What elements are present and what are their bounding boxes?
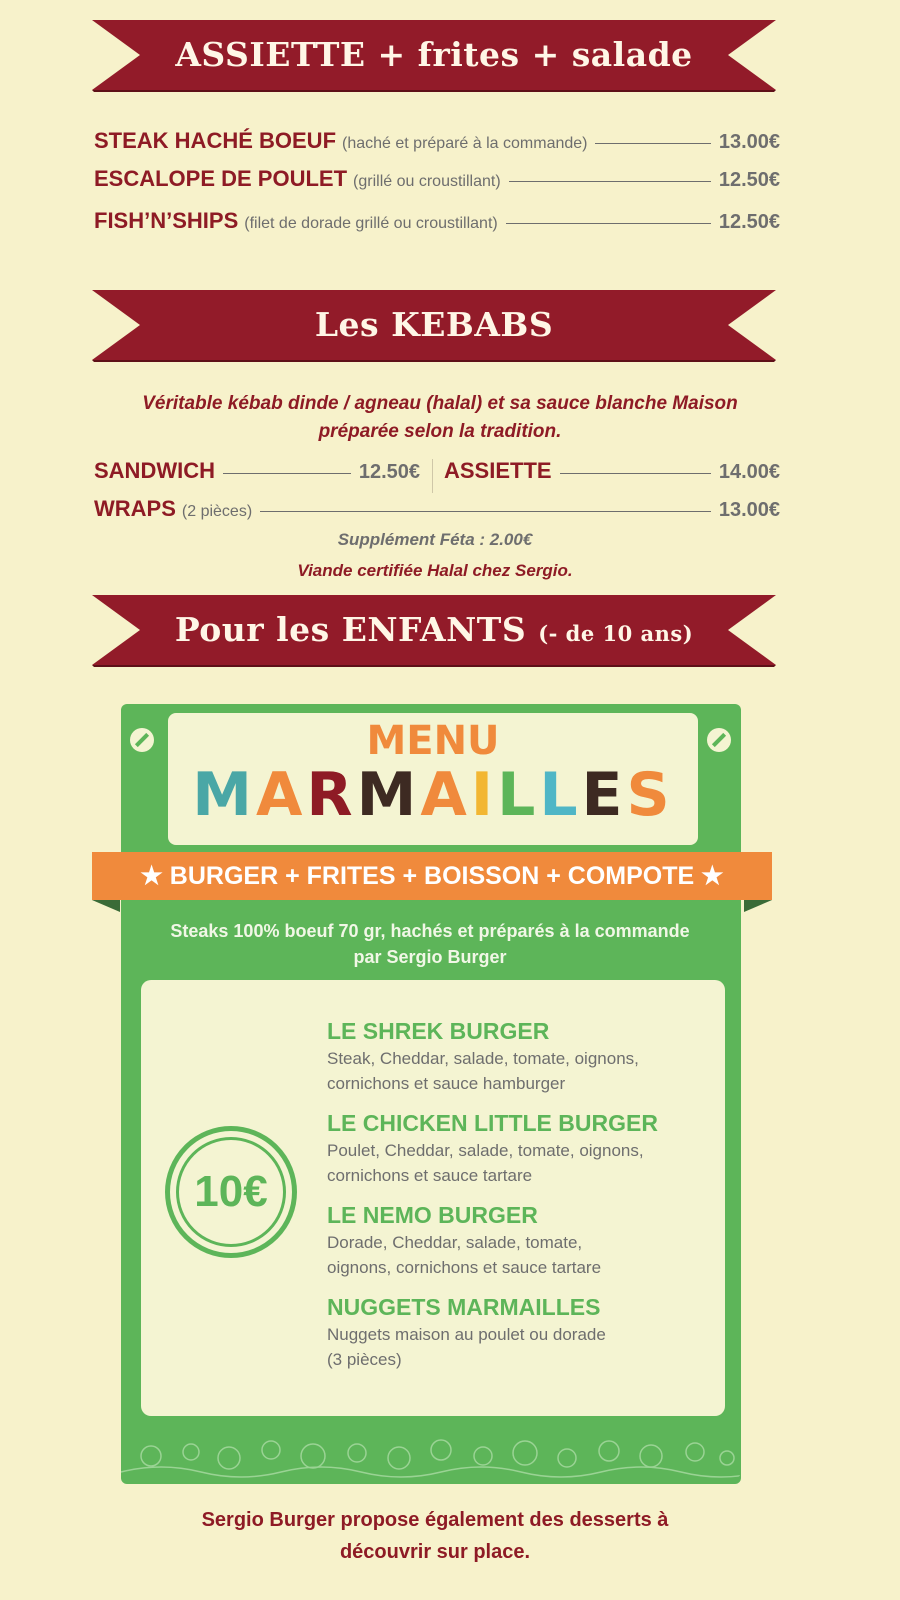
kebab-description-line2: préparée selon la tradition. (318, 421, 562, 442)
section-title-main: Pour les ENFANTS (174, 610, 527, 649)
logo-letter: M (356, 760, 421, 830)
leader-line (506, 223, 711, 224)
item-name: ASSIETTE (444, 458, 552, 483)
logo-letter: I (470, 760, 498, 830)
logo-letter: S (626, 760, 674, 830)
item-price: 12.50€ (718, 169, 780, 191)
section-title: ASSIETTE + frites + salade (175, 35, 693, 74)
leader-line (223, 473, 351, 474)
doodle-decoration (121, 1428, 741, 1478)
item-price: 14.00€ (718, 461, 780, 483)
kids-doodle-strip (121, 1428, 741, 1478)
item-name: ESCALOPE DE POULET (94, 166, 348, 191)
price-badge (165, 1126, 297, 1258)
section-banner-assiette (92, 20, 776, 90)
kebab-description-line1: Véritable kébab dinde / agneau (halal) et sa sauce blanche Maison (142, 393, 738, 414)
halal-note: Viande certifiée Halal chez Sergio. (297, 561, 573, 580)
star-icon: ★ (701, 862, 724, 890)
burger-description: Steak, Cheddar, salade, tomate, oignons, (327, 1049, 639, 1068)
footer-line1: Sergio Burger propose également des desserts à (201, 1509, 669, 1531)
section-title: Les KEBABS (314, 305, 554, 344)
burger-item-shrek (327, 1016, 727, 1096)
burger-item-chicken-little (327, 1108, 727, 1188)
menu-item-fish (94, 208, 780, 238)
leader-line (595, 143, 710, 144)
column-divider (432, 459, 433, 493)
logo-letter: A (420, 760, 471, 830)
item-description: (grillé ou croustillant) (353, 173, 501, 190)
no-entry-icon (130, 728, 154, 752)
burger-description: cornichons et sauce tartare (327, 1166, 533, 1185)
steak-description-line2: par Sergio Burger (353, 947, 507, 967)
burger-name: NUGGETS MARMAILLES (327, 1294, 601, 1320)
menu-item-steak (94, 128, 780, 158)
burger-item-nuggets (327, 1292, 727, 1372)
burger-description: oignons, cornichons et sauce tartare (327, 1258, 602, 1277)
item-name: STEAK HACHÉ BOEUF (94, 128, 337, 153)
logo-letter: E (581, 760, 627, 830)
leader-line (560, 473, 711, 474)
footer-note (120, 1504, 750, 1568)
menu-item-wraps (94, 496, 780, 526)
no-entry-icon (707, 728, 731, 752)
item-description: (haché et préparé à la commande) (342, 135, 588, 152)
item-name: SANDWICH (94, 458, 215, 483)
burger-description: Poulet, Cheddar, salade, tomate, oignons, (327, 1141, 644, 1160)
menu-logo-name (168, 760, 698, 830)
item-price: 12.50€ (358, 461, 420, 483)
burger-description: (3 pièces) (327, 1350, 402, 1369)
footer-line2: découvrir sur place. (339, 1541, 531, 1563)
logo-letter: L (539, 760, 582, 830)
leader-line (509, 181, 711, 182)
steak-description-line1: Steaks 100% boeuf 70 gr, hachés et préparés à la commande (170, 921, 690, 941)
price-value: 10€ (194, 1167, 268, 1216)
ribbon-fold-left (92, 900, 120, 912)
menu-item-escalope (94, 166, 780, 196)
item-description: (filet de dorade grillé ou croustillant) (244, 215, 498, 232)
logo-letter: A (255, 760, 307, 830)
burger-item-nemo (327, 1200, 727, 1280)
kebab-description (95, 390, 785, 446)
section-banner-kebabs (92, 290, 776, 360)
logo-letter: M (192, 760, 256, 830)
item-description: (2 pièces) (181, 503, 253, 520)
burger-description: cornichons et sauce hamburger (327, 1074, 566, 1093)
item-name: FISH’N’SHIPS (94, 208, 239, 233)
item-price: 12.50€ (718, 211, 780, 233)
section-banner-enfants (92, 595, 776, 665)
feta-supplement: Supplément Féta : 2.00€ (337, 530, 533, 549)
burger-description: Dorade, Cheddar, salade, tomate, (327, 1233, 583, 1252)
section-title (92, 595, 776, 665)
formula-text: BURGER + FRITES + BOISSON + COMPOTE (169, 862, 695, 890)
logo-letter: R (306, 760, 357, 830)
menu-item-sandwich (94, 458, 420, 488)
star-icon: ★ (140, 862, 163, 890)
leader-line (260, 511, 711, 512)
ribbon-fold-right (744, 900, 772, 912)
steak-description (140, 918, 720, 970)
item-name: WRAPS (94, 496, 176, 521)
burger-description: Nuggets maison au poulet ou dorade (327, 1325, 606, 1344)
section-title-age: (- de 10 ans) (538, 621, 694, 646)
burger-name: LE NEMO BURGER (327, 1202, 538, 1228)
menu-logo-word: MENU (366, 718, 500, 764)
menu-formula-ribbon (92, 852, 772, 900)
item-price: 13.00€ (718, 499, 780, 521)
menu-item-assiette-kebab (444, 458, 780, 488)
burger-name: LE CHICKEN LITTLE BURGER (327, 1110, 658, 1136)
burger-name: LE SHREK BURGER (327, 1018, 550, 1044)
logo-letter: L (497, 760, 540, 830)
item-price: 13.00€ (718, 131, 780, 153)
